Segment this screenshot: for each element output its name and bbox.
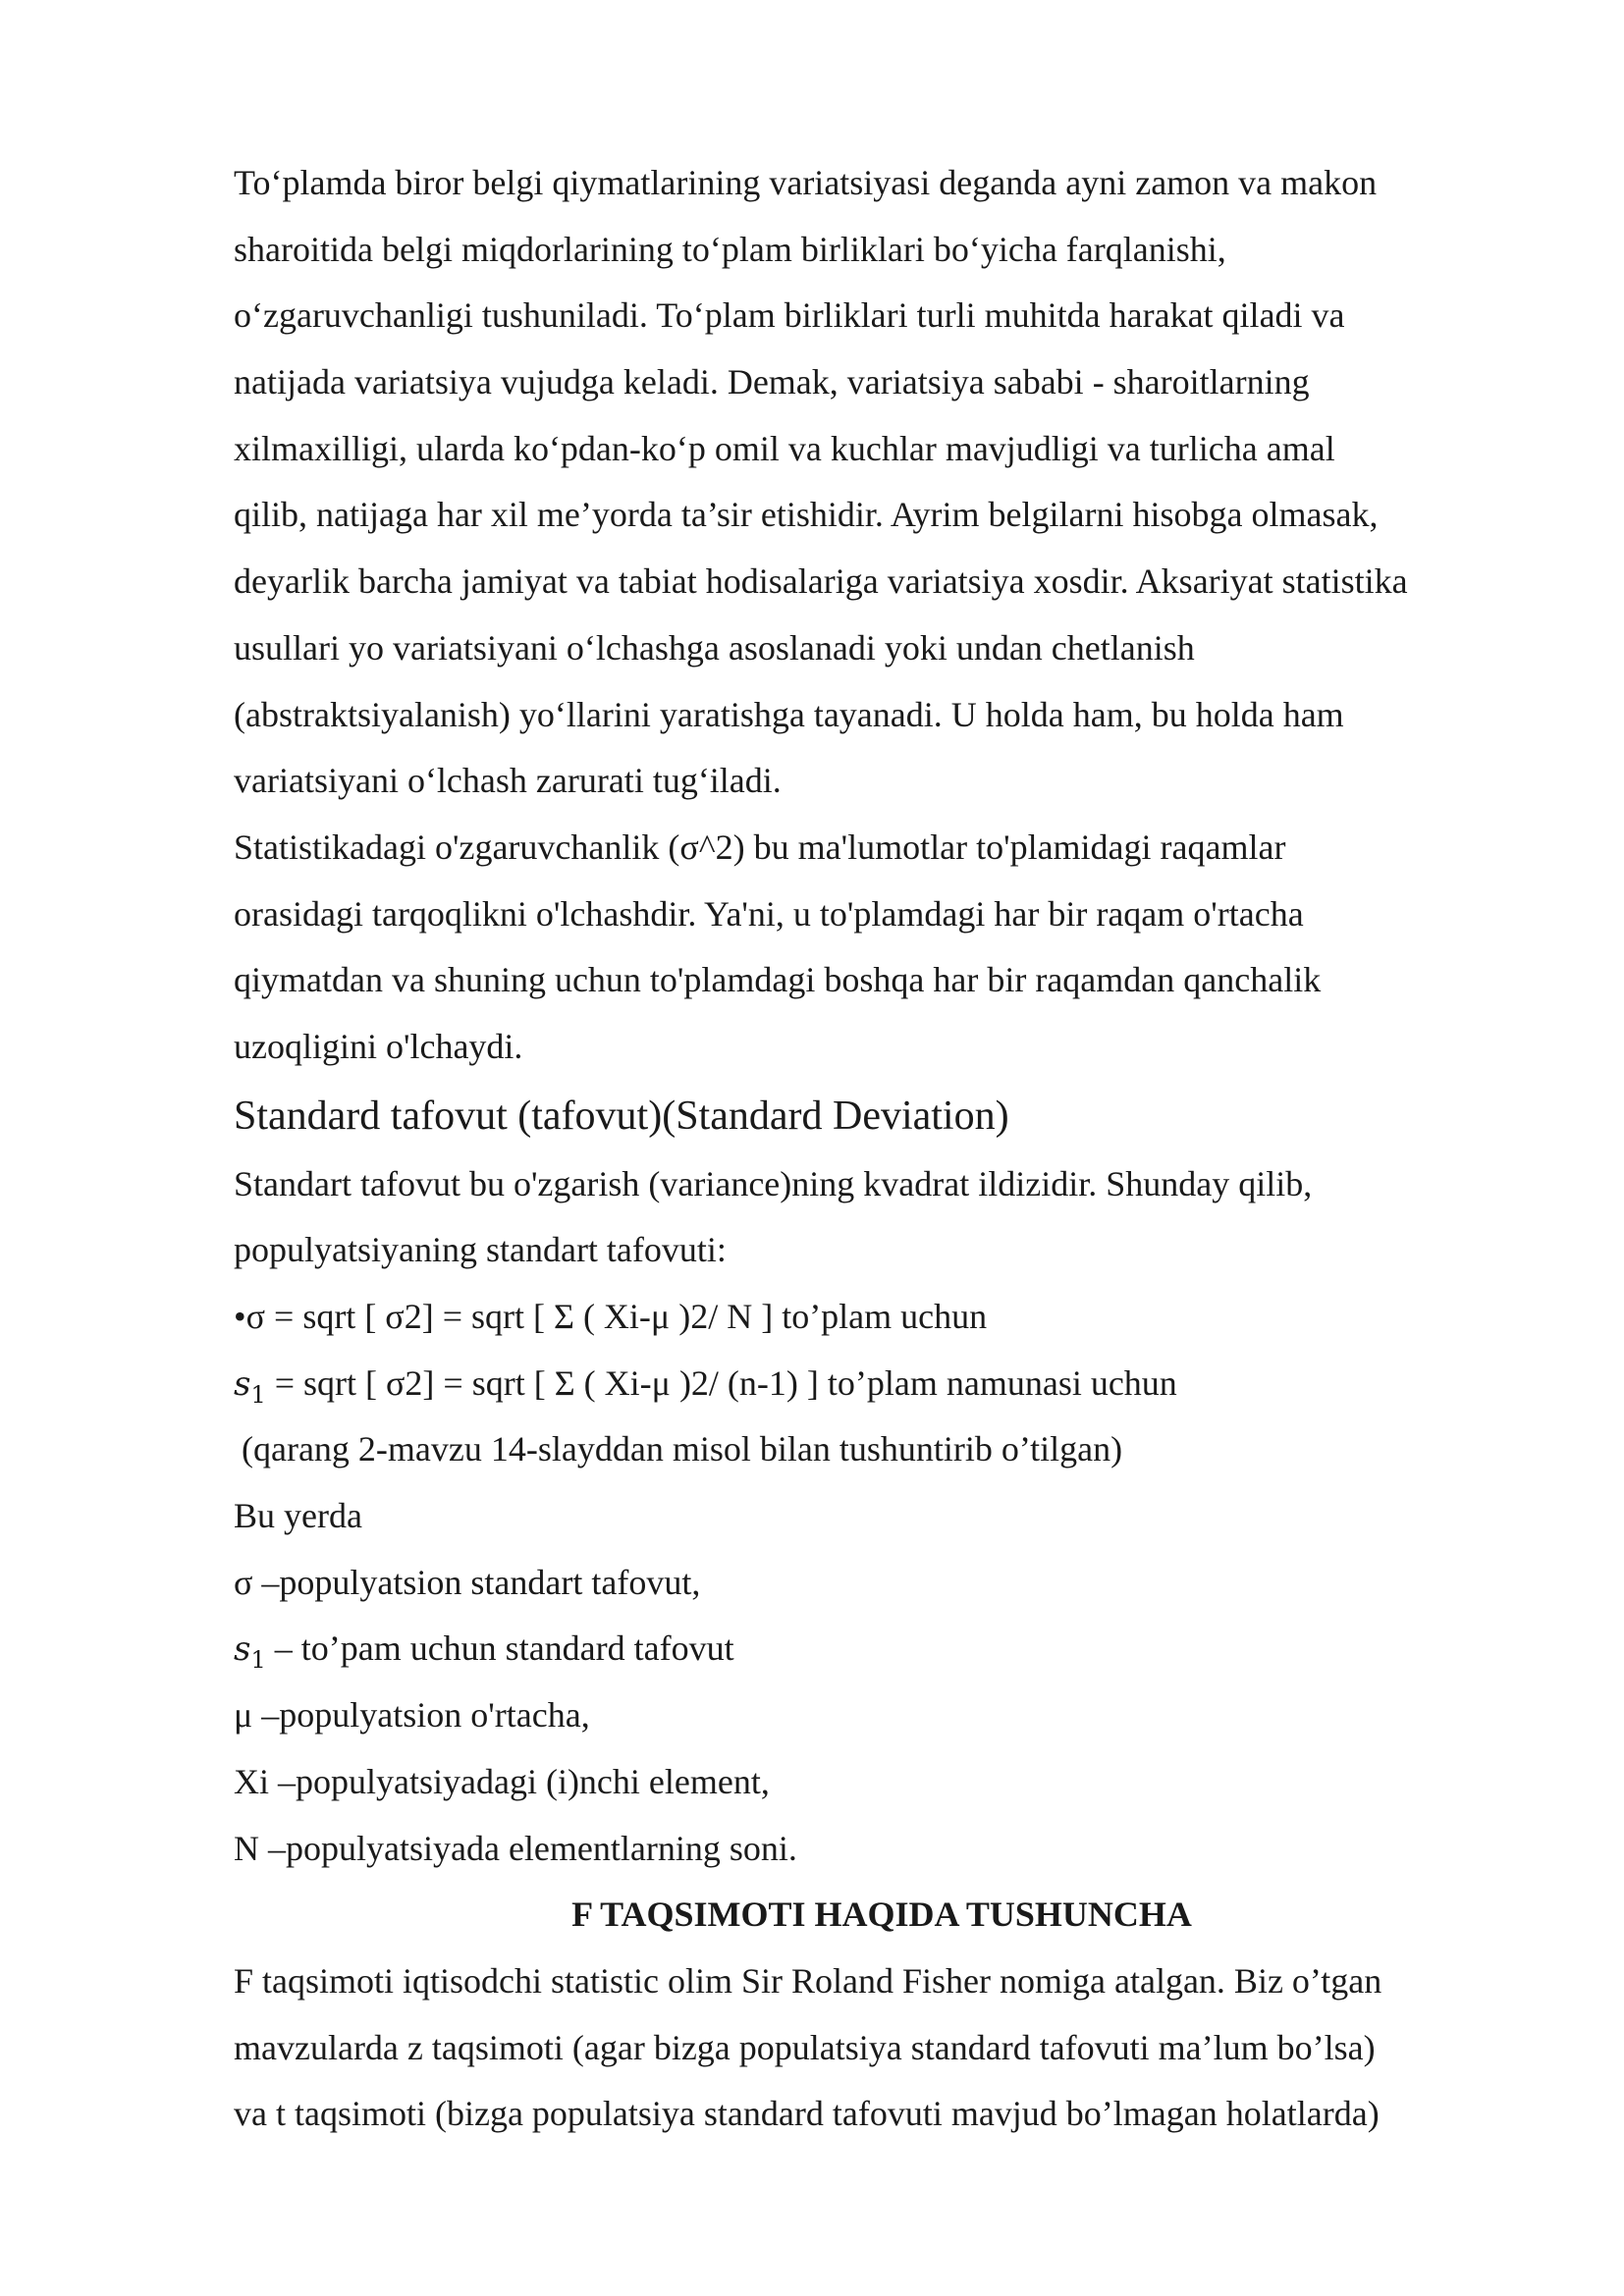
s1-symbol: $s_1$ <box>234 1363 266 1409</box>
s1-symbol: $s_1$ <box>234 1629 266 1675</box>
formula-sample-text: = sqrt [ σ2] = sqrt [ Σ ( Xi-μ )2/ (n-1) ] to’plam namunasi uchun <box>265 1362 1177 1403</box>
text-line: Standart tafovut bu o'zgarish (variance)ning kvadrat ildizidir. Shunday qilib, <box>234 1163 1313 1203</box>
text-line: xilmaxilligi, ularda ko‘pdan-ko‘p omil va kuchlar mavjudligi va turlicha amal <box>234 428 1335 468</box>
text-line: variatsiyani o‘lchash zarurati tug‘iladi. <box>234 761 782 801</box>
text-line: qiymatdan va shuning uchun to'plamdagi boshqa har bir raqamdan qanchalik <box>234 960 1322 1000</box>
text-line: Statistikadagi o'zgaruvchanlik (σ^2) bu ma'lumotlar to'plamidagi raqamlar <box>234 827 1286 867</box>
f-distribution-section-title: F TAQSIMOTI HAQIDA TUSHUNCHA <box>571 1895 1192 1935</box>
text-line: natijada variatsiya vujudga keladi. Demak, variatsiya sababi - sharoitlarning <box>234 362 1310 402</box>
reference-note: (qarang 2-mavzu 14-slayddan misol bilan tushuntirib o’tilgan) <box>242 1429 1123 1469</box>
legend-xi: Xi –populyatsiyadagi (i)nchi element, <box>234 1761 770 1801</box>
symbol-legend <box>234 1550 1530 1882</box>
text-line: deyarlik barcha jamiyat va tabiat hodisalariga variatsiya xosdir. Aksariyat statistika <box>234 561 1408 602</box>
text-line: qilib, natijaga har xil me’yorda ta’sir etishidir. Ayrim belgilarni hisobga olmasak, <box>234 495 1379 535</box>
legend-s1-text: – to’pam uchun standard tafovut <box>265 1629 734 1669</box>
legend-n: N –populyatsiyada elementlarning soni. <box>234 1828 797 1868</box>
legend-mu: μ –populyatsion o'rtacha, <box>234 1695 590 1735</box>
standard-deviation-heading: Standard tafovut (tafovut)(Standard Deviation) <box>234 1093 1009 1139</box>
text-line: orasidagi tarqoqlikni o'lchashdir. Ya'ni, u to'plamdagi har bir raqam o'rtacha <box>234 893 1304 934</box>
text-line: o‘zgaruvchanligi tushuniladi. To‘plam birliklari turli muhitda harakat qiladi va <box>234 295 1345 336</box>
paragraph-f-distribution <box>234 1949 1530 2148</box>
document-body <box>234 150 1530 2148</box>
formula-sample <box>234 1351 1530 1417</box>
text-line: mavzularda z taqsimoti (agar bizga populatsiya standard tafovuti ma’lum bo’lsa) <box>234 2027 1376 2067</box>
legend-s1 <box>234 1616 1530 1682</box>
text-line: populyatsiyaning standart tafovuti: <box>234 1230 727 1270</box>
text-line: va t taqsimoti (bizga populatsiya standard tafovuti mavjud bo’lmagan holatlarda) <box>234 2094 1380 2134</box>
text-line: (abstraktsiyalanish) yo‘llarini yaratishga tayanadi. U holda ham, bu holda ham <box>234 694 1344 734</box>
text-line: uzoqligini o'lchaydi. <box>234 1026 523 1066</box>
bu-yerda-label: Bu yerda <box>234 1496 362 1536</box>
text-line: sharoitida belgi miqdorlarining to‘plam birliklari bo‘yicha farqlanishi, <box>234 229 1226 269</box>
paragraph-standard-deviation <box>234 1151 1530 1284</box>
text-line: To‘plamda biror belgi qiymatlarining variatsiyasi deganda ayni zamon va makon <box>234 163 1378 202</box>
text-line: usullari yo variatsiyani o‘lchashga asoslanadi yoki undan chetlanish <box>234 627 1195 667</box>
formula-population: •σ = sqrt [ σ2] = sqrt [ Σ ( Xi-μ )2/ N ] to’plam uchun <box>234 1297 988 1336</box>
legend-sigma: σ –populyatsion standart tafovut, <box>234 1562 701 1602</box>
paragraph-variation-definition <box>234 150 1530 815</box>
text-line: F taqsimoti iqtisodchi statistic olim Sir Roland Fisher nomiga atalgan. Biz o’tgan <box>234 1960 1382 2001</box>
paragraph-variance <box>234 815 1530 1081</box>
